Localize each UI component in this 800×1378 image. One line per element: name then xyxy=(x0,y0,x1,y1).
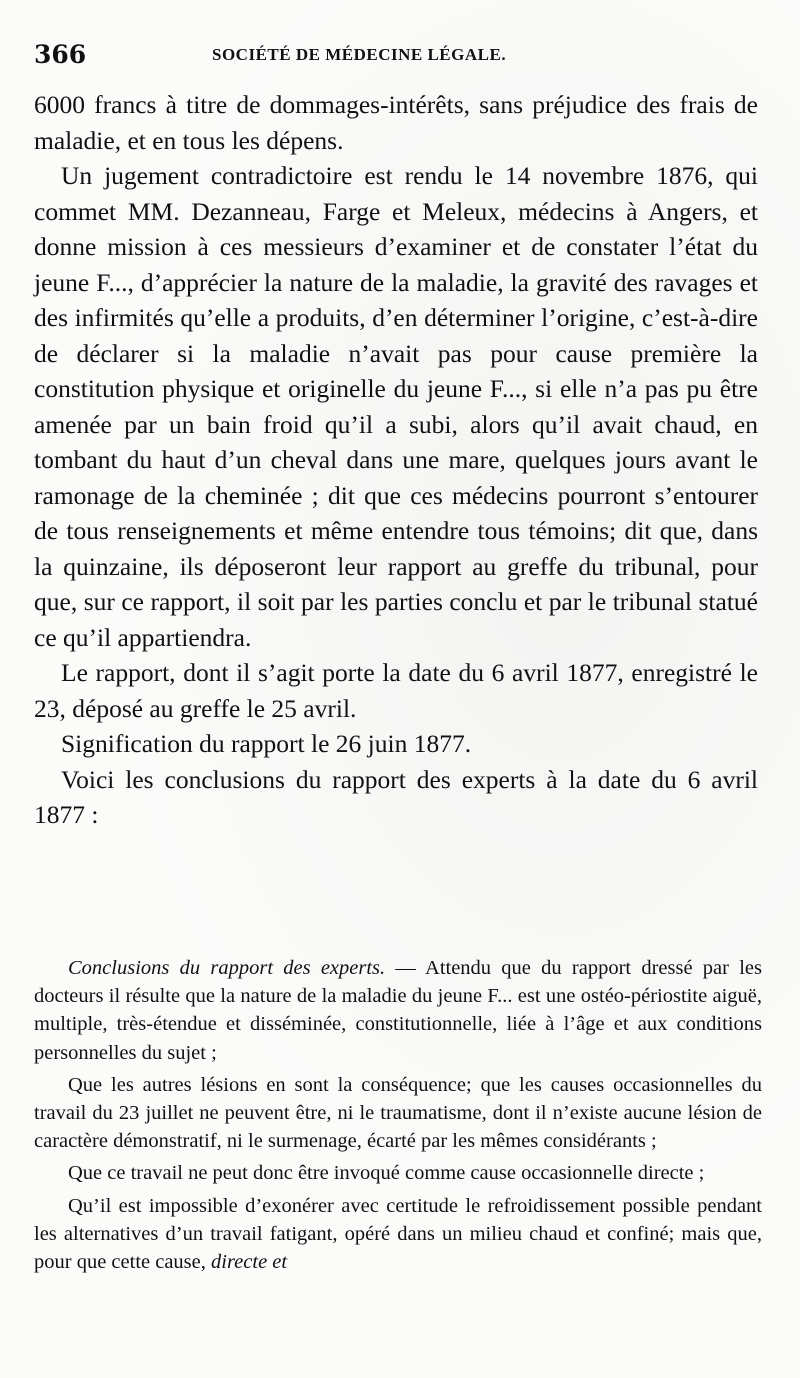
extract-paragraph-2: Que les autres lésions en sont la conséquence; que les causes occasionnelles du travail du 23 juillet ne peuvent être, ni le traumatisme, dont il n’existe aucune lésion de caractère démonstratif, ni le surmenage, écarté par les mêmes considérants ; xyxy=(34,1073,762,1153)
page-number: 366 xyxy=(34,40,87,69)
main-text xyxy=(34,87,758,833)
experts-conclusions-extract xyxy=(34,954,762,1276)
extract-paragraph-3: Que ce travail ne peut donc être invoqué comme cause occasionnelle directe ; xyxy=(68,1162,705,1185)
extract-paragraph-4-text: Qu’il est impossible d’exonérer avec certitude le refroidissement possible pendant les alternatives d’un travail fatigant, opéré dans un milieu chaud et confiné; mais que, pour que cette cause, xyxy=(34,1194,762,1274)
paragraph-conclusions-intro: Voici les conclusions du rapport des experts à la date du 6 avril 1877 : xyxy=(34,764,758,829)
extract-paragraph-4 xyxy=(34,1192,762,1277)
extract-heading: Conclusions du rapport des experts. xyxy=(68,957,386,979)
running-head: SOCIÉTÉ DE MÉDECINE LÉGALE. xyxy=(212,45,507,64)
paragraph-damages: 6000 francs à titre de dommages-intérêts, sans préjudice des frais de maladie, et en tous les dépens. xyxy=(34,90,758,155)
extract-paragraph-1 xyxy=(34,954,762,1067)
extract-paragraph-4-italic: directe et xyxy=(211,1251,288,1274)
extract-paragraph-1-text: — Attendu que du rapport dressé par les docteurs il résulte que la nature de la maladie du jeune F... est une ostéo-périostite aiguë, multiple, très-étendue et disséminée, constitutionnelle, liée à l’âge et aux conditions personnelles du sujet ; xyxy=(34,957,763,1064)
paragraph-judgment: Un jugement contradictoire est rendu le 14 novembre 1876, qui commet MM. Dezanneau, Farge et Meleux, médecins à Angers, et donne mission à ces messieurs d’examiner et de constater l’état du jeune F..., d’apprécier la nature de la maladie, la gravité des ravages et des infirmités qu’elle a produits, d’en déterminer l’origine, c’est-à-dire de déclarer si la maladie n’avait pas pour cause première la constitution physique et originelle du jeune F..., si elle n’a pas pu être amenée par un bain froid qu’il a subi, alors qu’il avait chaud, en tombant du haut d’un cheval dans une mare, quelques jours avant le ramonage de la cheminée ; dit que ces médecins pourront s’entourer de tous renseignements et même entendre tous témoins; dit que, dans la quinzaine, ils déposeront leur rapport au greffe du tribunal, pour que, sur ce rapport, il soit par les parties conclu et par le tribunal statué ce qu’il appartiendra. xyxy=(34,161,758,652)
paragraph-signification: Signification du rapport le 26 juin 1877. xyxy=(61,729,472,758)
paragraph-report-date: Le rapport, dont il s’agit porte la date du 6 avril 1877, enregistré le 23, déposé au greffe le 25 avril. xyxy=(34,658,758,723)
page-header xyxy=(34,40,766,80)
